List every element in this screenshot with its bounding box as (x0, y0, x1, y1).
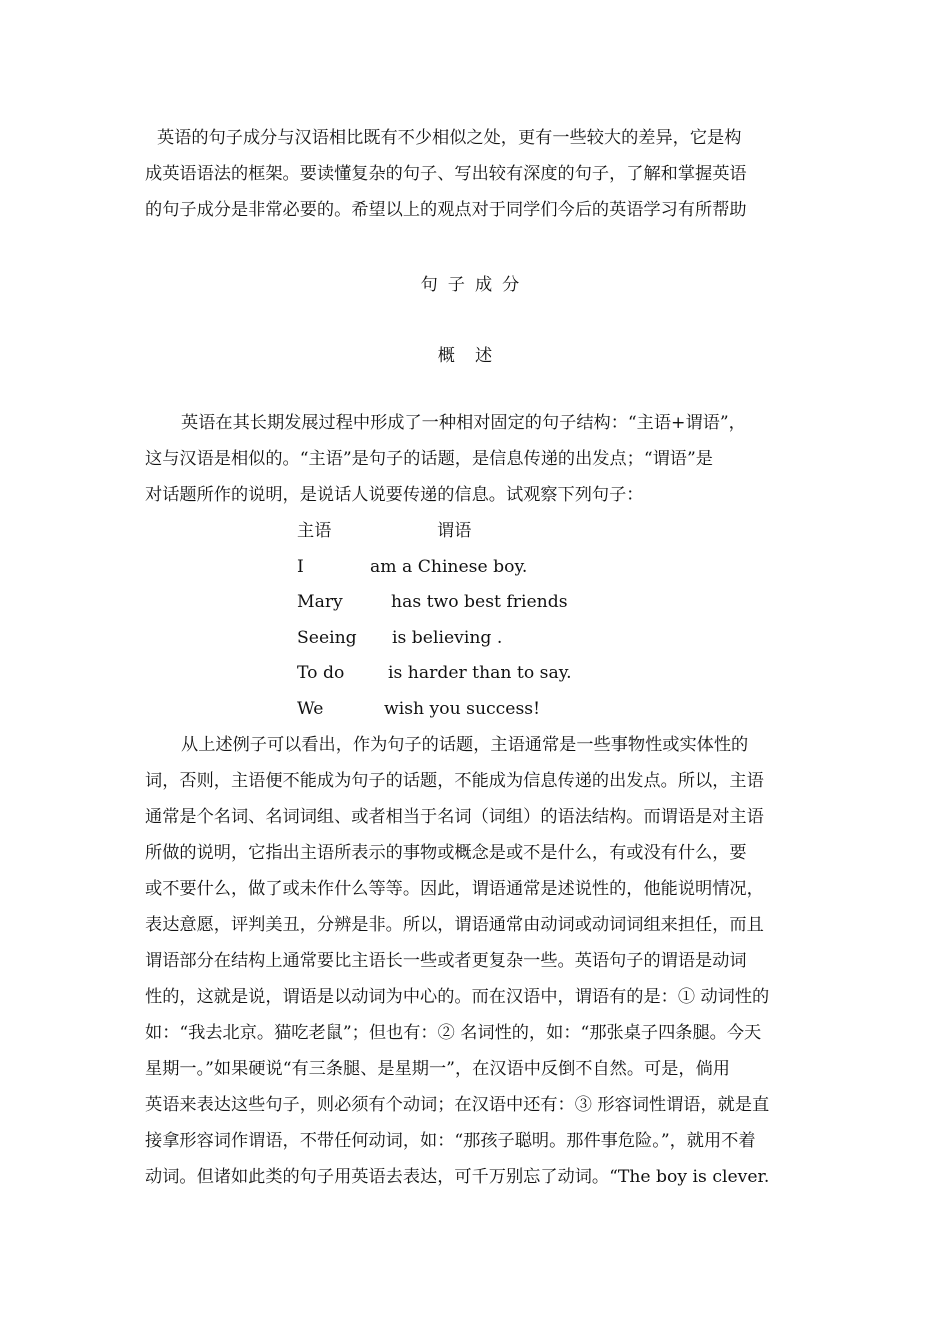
explanation-line: 从上述例子可以看出，作为句子的话题，主语通常是一些事物性或实体性的 (181, 735, 749, 755)
explanation-line: 动词。但诸如此类的句子用英语去表达，可千万别忘了动词。“The boy is clever. (145, 1167, 770, 1187)
overview-line: 这与汉语是相似的。“主语”是句子的话题，是信息传递的出发点；“谓语”是 (145, 449, 713, 469)
example-predicate: is harder than to say. (388, 663, 572, 683)
example-predicate: is believing . (392, 627, 503, 648)
intro-line: 的句子成分是非常必要的。希望以上的观点对于同学们今后的英语学习有所帮助 (145, 200, 747, 220)
subject-column-header: 主语 (297, 521, 332, 541)
overview-line: 对话题所作的说明，是说话人说要传递的信息。试观察下列句子： (145, 485, 644, 505)
example-subject: I (297, 556, 304, 577)
example-predicate: has two best friends (391, 592, 568, 612)
example-subject: We (297, 698, 324, 719)
explanation-line: 星期一。”如果硬说“有三条腿、是星期一”，在汉语中反倒不自然。可是，倘用 (145, 1059, 730, 1079)
predicate-column-header: 谓语 (437, 521, 472, 541)
example-subject: Seeing (297, 627, 357, 648)
intro-line: 英语的句子成分与汉语相比既有不少相似之处，更有一些较大的差异，它是构 (157, 128, 742, 148)
explanation-line: 所做的说明，它指出主语所表示的事物或概念是或不是什么，有或没有什么，要 (145, 843, 747, 863)
section-subtitle: 概述 (437, 346, 513, 366)
page-title: 句子成分 (420, 275, 530, 295)
explanation-line: 表达意愿，评判美丑，分辨是非。所以，谓语通常由动词或动词词组来担任，而且 (145, 915, 764, 935)
explanation-line: 通常是个名词、名词词组、或者相当于名词（词组）的语法结构。而谓语是对主语 (145, 807, 764, 827)
explanation-line: 词，否则，主语便不能成为句子的话题，不能成为信息传递的出发点。所以，主语 (145, 771, 764, 791)
example-predicate: am a Chinese boy. (370, 556, 528, 577)
overview-paragraph (145, 405, 810, 513)
explanation-line: 英语来表达这些句子，则必须有个动词；在汉语中还有：③ 形容词性谓语，就是直 (145, 1095, 770, 1115)
example-predicate: wish you success! (384, 698, 541, 719)
explanation-line: 如：“我去北京。猫吃老鼠”；但也有：② 名词性的，如：“那张桌子四条腿。今天 (145, 1023, 762, 1043)
explanation-line: 性的，这就是说，谓语是以动词为中心的。而在汉语中，谓语有的是：① 动词性的 (145, 987, 770, 1007)
overview-line: 英语在其长期发展过程中形成了一种相对固定的句子结构：“主语+谓语”， (181, 413, 746, 433)
example-subject: Mary (297, 592, 343, 612)
explanation-line: 谓语部分在结构上通常要比主语长一些或者更复杂一些。英语句子的谓语是动词 (145, 951, 747, 971)
explanation-paragraph (145, 727, 810, 1195)
intro-line: 成英语语法的框架。要读懂复杂的句子、写出较有深度的句子，了解和掌握英语 (145, 164, 747, 184)
example-subject: To do (297, 663, 345, 683)
explanation-line: 或不要什么，做了或未作什么等等。因此，谓语通常是述说性的，他能说明情况， (145, 879, 764, 899)
intro-paragraph (145, 120, 810, 228)
explanation-line: 接拿形容词作谓语，不带任何动词，如：“那孩子聪明。那件事危险。”，就用不着 (145, 1131, 756, 1151)
